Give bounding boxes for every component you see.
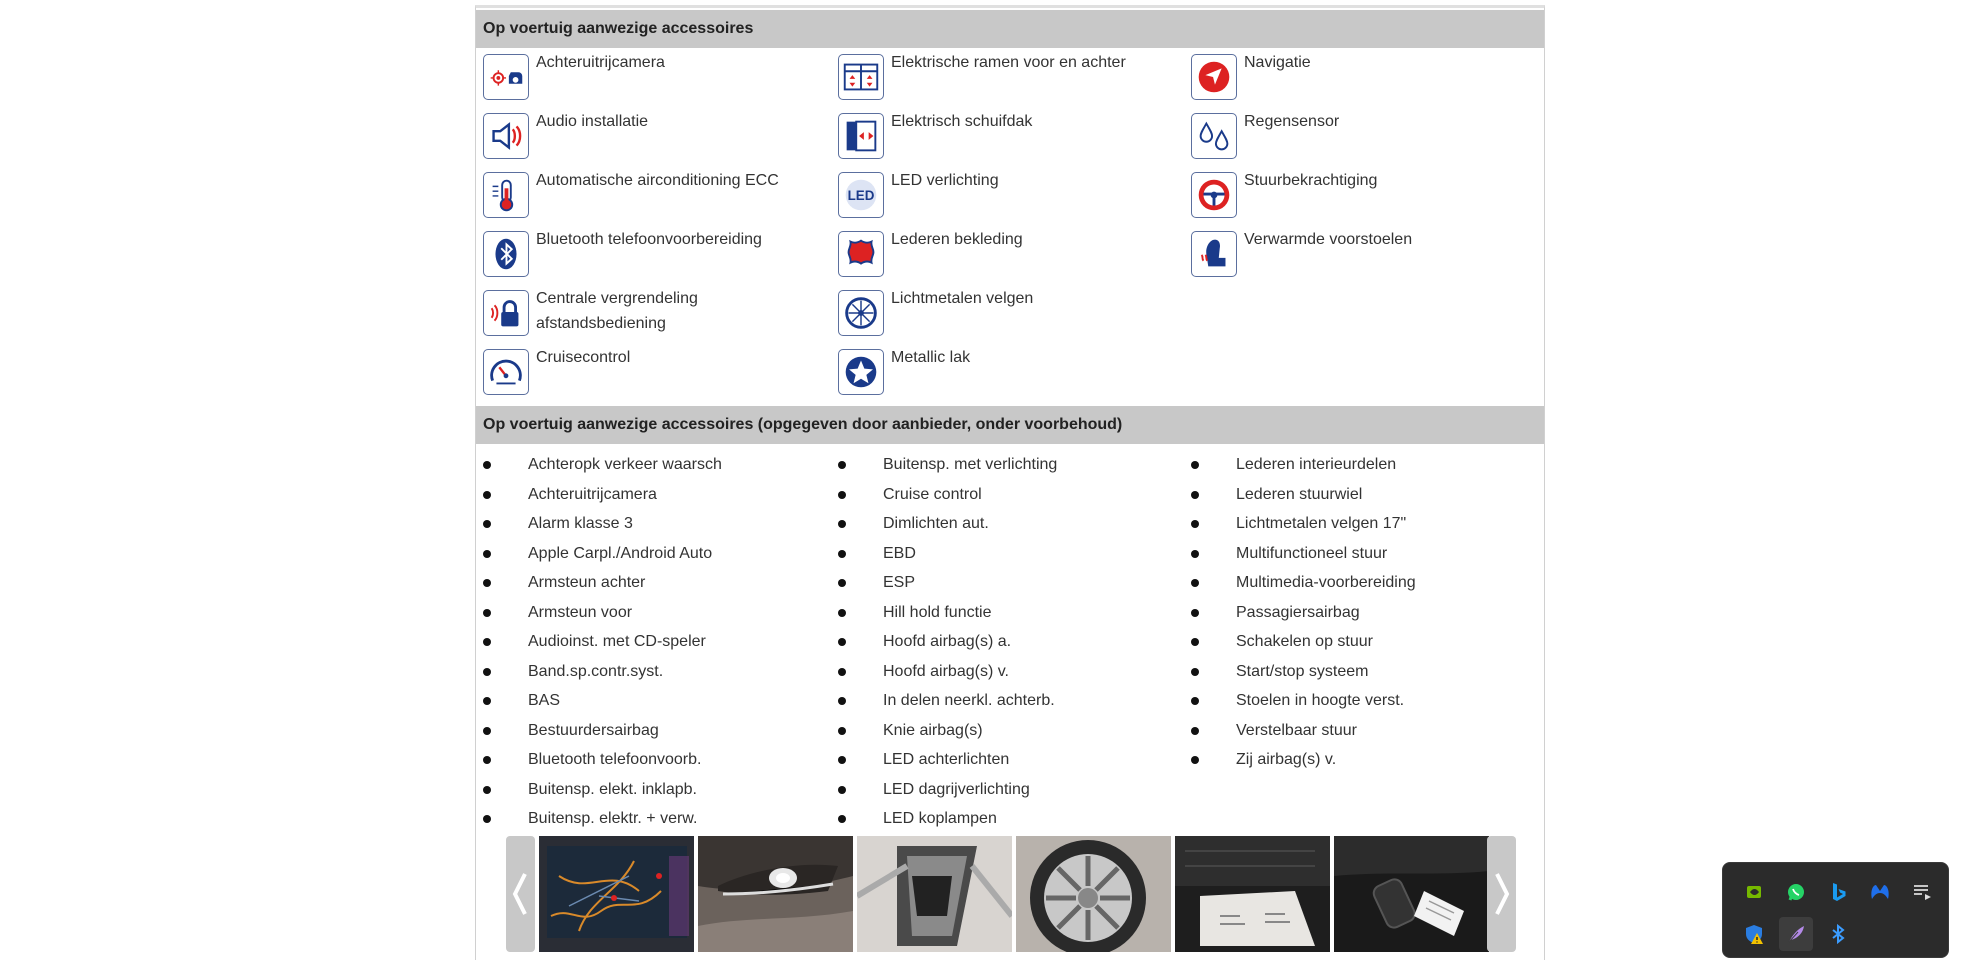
sunroof-photo (857, 836, 1012, 952)
bullet-dot (838, 668, 846, 676)
list-item-label: Stoelen in hoogte verst. (1236, 692, 1405, 709)
list-item-label: Band.sp.contr.syst. (528, 663, 664, 680)
list-item-label: Verstelbaar stuur (1236, 722, 1357, 739)
accessory-label: Navigatie (1244, 54, 1311, 71)
bluetooth-icon[interactable] (1821, 917, 1855, 951)
accessory-label: Bluetooth telefoonvoorbereiding (536, 231, 762, 248)
bullet-dot (483, 609, 491, 617)
bing-icon[interactable] (1821, 875, 1855, 909)
accessory-label: Lichtmetalen velgen (891, 290, 1034, 307)
list-item-label: Hoofd airbag(s) a. (883, 633, 1012, 650)
accessory-label: Elektrisch schuifdak (891, 113, 1033, 130)
gallery-thumbnail[interactable] (1016, 836, 1171, 952)
bullet-dot (483, 579, 491, 587)
accessory-label: Achteruitrijcamera (536, 54, 665, 71)
bullet-dot (483, 815, 491, 823)
list-item-label: Alarm klasse 3 (528, 515, 633, 532)
list-item-label: Armsteun voor (528, 604, 633, 621)
bullet-dot (483, 668, 491, 676)
section-header-accessories: Op voertuig aanwezige accessoires (476, 10, 1544, 48)
chevron-left-icon (506, 836, 535, 952)
bullet-dot (1191, 756, 1199, 764)
rear-camera-icon (483, 54, 529, 100)
bullet-dot (1191, 491, 1199, 499)
whatsapp-icon[interactable] (1779, 875, 1813, 909)
bullet-dot (1191, 550, 1199, 558)
list-item-label: Buitensp. elektr. + verw. (528, 810, 698, 827)
bullet-dot (1191, 638, 1199, 646)
list-item-label: EBD (883, 545, 916, 562)
thermometer-icon (483, 172, 529, 218)
manual-booklet-photo (1175, 836, 1330, 952)
list-item-label: Armsteun achter (528, 574, 646, 591)
steering-wheel-icon (1191, 172, 1237, 218)
accessory-label: Lederen bekleding (891, 231, 1023, 248)
list-item-label: Bestuurdersairbag (528, 722, 659, 739)
list-item-label: Audioinst. met CD-speler (528, 633, 706, 650)
accessories-panel (475, 5, 1545, 960)
bullet-dot (838, 491, 846, 499)
list-item-label: Lederen stuurwiel (1236, 486, 1363, 503)
svg-text:LED: LED (847, 187, 875, 203)
bullet-dot (483, 756, 491, 764)
bullet-dot (1191, 520, 1199, 528)
section-header-accessories-advertiser: Op voertuig aanwezige accessoires (opgegeven door aanbieder, onder voorbehoud) (476, 406, 1544, 444)
list-item-label: Apple Carpl./Android Auto (528, 545, 713, 562)
accessory-label: Stuurbekrachtiging (1244, 172, 1378, 189)
bullet-dot (838, 638, 846, 646)
bullet-dot (483, 520, 491, 528)
gallery-next-button[interactable] (1487, 836, 1516, 952)
metallic-paint-icon (838, 349, 884, 395)
bullet-dot (1191, 609, 1199, 617)
list-item-label: Buitensp. elekt. inklapb. (528, 781, 697, 798)
rain-sensor-icon (1191, 113, 1237, 159)
malwarebytes-icon[interactable] (1863, 875, 1897, 909)
bullet-dot (483, 491, 491, 499)
bullet-dot (483, 461, 491, 469)
bullet-dot (838, 815, 846, 823)
media-list-icon[interactable] (1905, 875, 1939, 909)
list-item-label: Buitensp. met verlichting (883, 456, 1058, 473)
bullet-dot (483, 727, 491, 735)
list-item-label: Lederen interieurdelen (1236, 456, 1397, 473)
gallery-thumbnail[interactable] (1175, 836, 1330, 952)
accessory-label: Cruisecontrol (536, 349, 631, 366)
list-item-label: Achteruitrijcamera (528, 486, 657, 503)
leather-icon (838, 231, 884, 277)
accessory-label: Regensensor (1244, 113, 1340, 130)
led-icon (838, 172, 884, 218)
bullet-dot (483, 786, 491, 794)
list-item-label: Multifunctioneel stuur (1236, 545, 1388, 562)
bullet-dot (838, 461, 846, 469)
accessory-label: Audio installatie (536, 113, 649, 130)
list-item-label: Lichtmetalen velgen 17" (1236, 515, 1407, 532)
list-item-label: Schakelen op stuur (1236, 633, 1373, 650)
speaker-icon (483, 113, 529, 159)
list-item-label: Passagiersairbag (1236, 604, 1360, 621)
accessory-label-line2: afstandsbediening (536, 315, 666, 332)
system-tray-overflow (1722, 862, 1949, 958)
bullet-dot (483, 638, 491, 646)
headlight-photo (698, 836, 853, 952)
bullet-dot (483, 550, 491, 558)
list-item-label: Zij airbag(s) v. (1236, 751, 1337, 768)
bluetooth-icon (483, 231, 529, 277)
heated-seat-icon (1191, 231, 1237, 277)
list-item-label: Dimlichten aut. (883, 515, 989, 532)
bullet-dot (838, 756, 846, 764)
list-item-label: In delen neerkl. achterb. (883, 692, 1055, 709)
bullet-dot (838, 786, 846, 794)
alloy-wheel-icon (838, 290, 884, 336)
photo-gallery (506, 836, 1516, 952)
gallery-thumbnail[interactable] (857, 836, 1012, 952)
speedometer-icon (483, 349, 529, 395)
power-windows-icon (838, 54, 884, 100)
bullet-dot (838, 550, 846, 558)
bullet-dot (838, 579, 846, 587)
list-item-label: BAS (528, 692, 561, 709)
navigation-screen-photo (539, 836, 694, 952)
bullet-dot (838, 520, 846, 528)
gallery-thumbnail[interactable] (1334, 836, 1489, 952)
list-item-label: Bluetooth telefoonvoorb. (528, 751, 702, 768)
list-item-label: LED achterlichten (883, 751, 1010, 768)
accessory-label: Elektrische ramen voor en achter (891, 54, 1126, 71)
bullet-dot (838, 697, 846, 705)
navigation-icon (1191, 54, 1237, 100)
accessory-label: Automatische airconditioning ECC (536, 172, 779, 189)
bullet-dot (838, 609, 846, 617)
alloy-wheel-photo (1016, 836, 1171, 952)
bullet-dot (1191, 461, 1199, 469)
nvidia-icon[interactable] (1737, 875, 1771, 909)
bullet-dot (1191, 697, 1199, 705)
list-item-label: LED dagrijverlichting (883, 781, 1030, 798)
bullet-dot (1191, 727, 1199, 735)
gallery-thumbnail[interactable] (698, 836, 853, 952)
list-item-label: Multimedia-voorbereiding (1236, 574, 1416, 591)
accessory-label: Metallic lak (891, 349, 971, 366)
feather-icon[interactable] (1779, 917, 1813, 951)
sunroof-icon (838, 113, 884, 159)
accessory-label: LED verlichting (891, 172, 999, 189)
list-item-label: Hill hold functie (883, 604, 992, 621)
list-item-label: Start/stop systeem (1236, 663, 1369, 680)
gallery-prev-button[interactable] (506, 836, 535, 952)
list-item-label: LED koplampen (883, 810, 997, 827)
security-warning-icon[interactable] (1737, 917, 1771, 951)
accessory-label: Centrale vergrendeling (536, 290, 698, 307)
bullet-dot (838, 727, 846, 735)
car-key-photo (1334, 836, 1489, 952)
gallery-thumbnail[interactable] (539, 836, 694, 952)
bullet-dot (1191, 579, 1199, 587)
chevron-right-icon (1487, 836, 1516, 952)
list-item-label: Achteropk verkeer waarsch (528, 456, 722, 473)
bullet-dot (1191, 668, 1199, 676)
list-item-label: Knie airbag(s) (883, 722, 983, 739)
remote-lock-icon (483, 290, 529, 336)
accessory-label: Verwarmde voorstoelen (1244, 231, 1413, 248)
list-item-label: Hoofd airbag(s) v. (883, 663, 1009, 680)
list-item-label: Cruise control (883, 486, 982, 503)
bullet-dot (483, 697, 491, 705)
list-item-label: ESP (883, 574, 916, 591)
